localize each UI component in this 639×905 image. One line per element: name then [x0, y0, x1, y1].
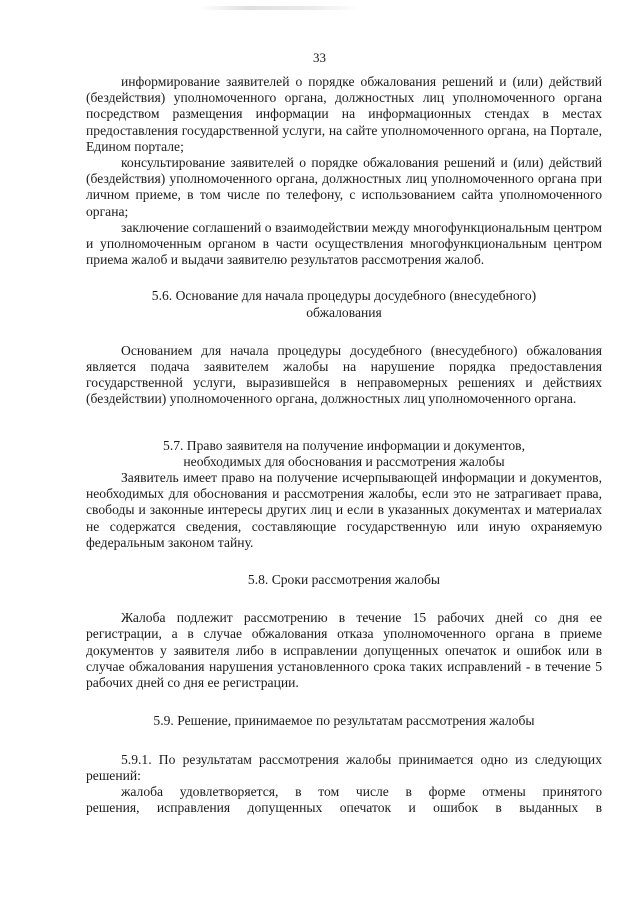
- heading-line: 5.6. Основание для начала процедуры досудебного (внесудебного): [151, 288, 537, 304]
- page-number: 33: [313, 50, 326, 65]
- text-line: жалоба удовлетворяется, в том числе в форме отмены принятого: [121, 783, 602, 799]
- section-heading-5-8: 5.8. Сроки рассмотрения жалобы: [247, 572, 441, 588]
- paragraph-5-6: Основанием для начала процедуры досудебного (внесудебного) обжалования является подача заявителем жалобы на нарушение порядка предоставления государственной услуги, выразившейся в неправомерных решениях и действиях (бездействии) уполномоченного органа, должностных лиц уполномоченного органа.: [86, 342, 602, 407]
- paragraph-5-9-1: 5.9.1. По результатам рассмотрения жалобы принимается одно из следующих решений:: [86, 751, 602, 783]
- scan-artifact: [200, 6, 360, 10]
- heading-line: 5.7. Право заявителя на получение информации и документов,: [163, 437, 525, 453]
- text-line: решения, исправления допущенных опечаток и ошибок в выданных в: [86, 800, 602, 816]
- paragraph-5-7: Заявитель имеет право на получение исчерпывающей информации и документов, необходимых для обоснования и рассмотрения жалобы, если это не затрагивает права, свободы и законные интересы других лиц и если в указанных документах и материалах не содержатся сведения, составляющие государственную или иную охраняемую федеральным законом тайну.: [86, 470, 602, 550]
- section-heading-5-7: [86, 438, 602, 470]
- document-body: [86, 74, 602, 816]
- paragraph-5-8: Жалоба подлежит рассмотрению в течение 15 рабочих дней со дня ее регистрации, а в случае обжалования отказа уполномоченного органа в приеме документов у заявителя либо в исправлении допущенных опечаток и ошибок или в случае обжалования нарушения установленного срока таких исправлений - в течение 5 рабочих дней со дня ее регистрации.: [86, 610, 602, 691]
- section-heading-5-6: [86, 288, 602, 320]
- paragraph-inform: информирование заявителей о порядке обжалования решений и (или) действий (бездействия) уполномоченного органа, должностных лиц уполномоченного органа посредством размещения информации на информационных стендах в местах предоставления государственной услуги, на сайте уполномоченного органа, на Портале, Едином портале;: [86, 74, 602, 154]
- section-heading-5-9: 5.9. Решение, принимаемое по результатам рассмотрения жалобы: [153, 713, 535, 729]
- paragraph-consult: консультирование заявителей о порядке обжалования решений и (или) действий (бездействия) уполномоченного органа, должностных лиц уполномоченного органа при личном приеме, в том числе по телефону, с использованием сайта уполномоченного органа;: [86, 155, 602, 219]
- heading-line: обжалования: [306, 304, 382, 320]
- paragraph-agreement: заключение соглашений о взаимодействии между многофункциональным центром и уполномоченным органом в части осуществления многофункциональным центром приема жалоб и выдачи заявителю результатов рассмотрения жалоб.: [86, 219, 602, 268]
- heading-line: необходимых для обоснования и рассмотрения жалобы: [183, 453, 505, 469]
- paragraph-5-9-1-item: [86, 784, 602, 816]
